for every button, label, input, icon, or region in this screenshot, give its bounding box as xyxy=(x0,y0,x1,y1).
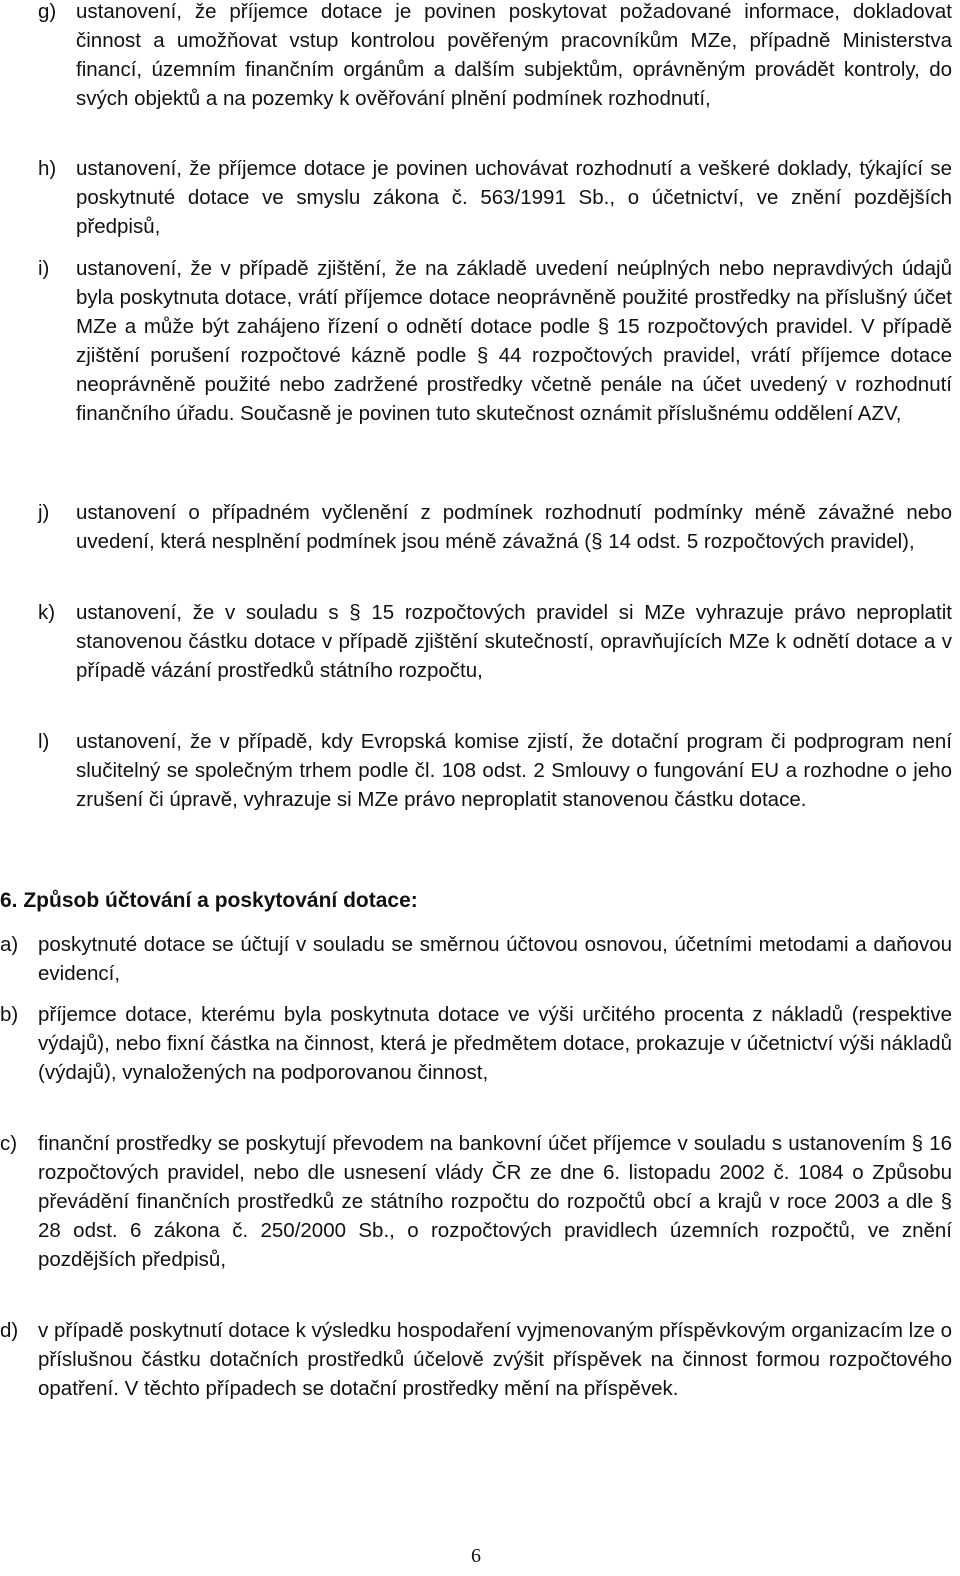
item-label: j) xyxy=(38,501,50,524)
list-item-b xyxy=(0,1001,952,1088)
item-label: k) xyxy=(38,601,56,624)
item-text: finanční prostředky se poskytují převodem na bankovní účet příjemce v souladu s ustanovením § 16 rozpočtových pravidel, nebo dle usnesení vlády ČR ze dne 6. listopadu 2002 č. 1084 o Způsobu převádění finančních prostředků ze státního rozpočtu do rozpočtů obcí a krajů v roce 2003 a dle § 28 odst. 6 zákona č. 250/2000 Sb., o rozpočtových pravidlech územních rozpočtů, ve znění pozdějších předpisů, xyxy=(38,1132,952,1271)
item-text: poskytnuté dotace se účtují v souladu se směrnou účtovou osnovou, účetními metodami a daňovou evidencí, xyxy=(38,933,952,985)
section-heading: 6. Způsob účtování a poskytování dotace: xyxy=(0,889,418,912)
list-item-d xyxy=(0,1317,952,1404)
item-label: b) xyxy=(0,1003,19,1026)
item-text: ustanovení, že v případě, kdy Evropská komise zjistí, že dotační program či podprogram není slučitelný se společným trhem podle čl. 108 odst. 2 Smlouvy o fungování EU a rozhodne o jeho zrušení či úpravě, vyhrazuje si MZe právo neproplatit stanovenou částku dotace. xyxy=(76,730,952,811)
item-text: příjemce dotace, kterému byla poskytnuta dotace ve výši určitého procenta z nákladů (respektive výdajů), nebo fixní částka na činnost, která je předmětem dotace, prokazuje v účetnictví výši nákladů (výdajů), vynaložených na podporovanou činnost, xyxy=(38,1003,952,1084)
item-label: l) xyxy=(38,730,50,753)
list-item-j xyxy=(38,499,952,557)
page-number: 6 xyxy=(471,1545,481,1567)
list-item-h xyxy=(38,155,952,242)
item-text: ustanovení, že příjemce dotace je povinen poskytovat požadované informace, dokladovat činnost a umožňovat vstup kontrolou pověřeným pracovníkům MZe, případně Ministerstva financí, územním finančním orgánům a dalším subjektům, oprávněným provádět kontroly, do svých objektů a na pozemky k ověřování plnění podmínek rozhodnutí, xyxy=(76,0,952,110)
list-item-k xyxy=(38,599,952,686)
item-label: a) xyxy=(0,933,19,956)
item-label: h) xyxy=(38,157,57,180)
item-label: c) xyxy=(0,1132,18,1155)
list-item-c xyxy=(0,1130,952,1275)
list-item-g xyxy=(38,0,952,114)
item-text: ustanovení, že v případě zjištění, že na základě uvedení neúplných nebo nepravdivých údajů byla poskytnuta dotace, vrátí příjemce dotace neoprávněně použité prostředky na příslušný účet MZe a může být zahájeno řízení o odnětí dotace podle § 15 rozpočtových pravidel. V případě zjištění porušení rozpočtové kázně podle § 44 rozpočtových pravidel, vrátí příjemce dotace neoprávněně použité nebo zadržené prostředky včetně penále na účet uvedený v rozhodnutí finančního úřadu. Současně je povinen tuto skutečnost oznámit příslušnému oddělení AZV, xyxy=(76,257,952,425)
list-item-l xyxy=(38,728,952,815)
item-label: i) xyxy=(38,257,50,280)
item-text: ustanovení, že příjemce dotace je povinen uchovávat rozhodnutí a veškeré doklady, týkající se poskytnuté dotace ve smyslu zákona č. 563/1991 Sb., o účetnictví, ve znění pozdějších předpisů, xyxy=(76,157,952,238)
item-text: v případě poskytnutí dotace k výsledku hospodaření vyjmenovaným příspěvkovým organizacím lze o příslušnou částku dotačních prostředků účelově zvýšit příspěvek na činnost formou rozpočtového opatření. V těchto případech se dotační prostředky mění na příspěvek. xyxy=(38,1319,952,1400)
item-label: g) xyxy=(38,0,57,23)
item-text: ustanovení o případném vyčlenění z podmínek rozhodnutí podmínky méně závažné nebo uvedení, která nesplnění podmínek jsou méně závažná (§ 14 odst. 5 rozpočtových pravidel), xyxy=(76,501,952,553)
item-text: ustanovení, že v souladu s § 15 rozpočtových pravidel si MZe vyhrazuje právo neproplatit stanovenou částku dotace v případě zjištění skutečností, opravňujících MZe k odnětí dotace a v případě vázání prostředků státního rozpočtu, xyxy=(76,601,952,682)
list-item-a xyxy=(0,931,952,989)
item-label: d) xyxy=(0,1319,19,1342)
list-item-i xyxy=(38,255,952,428)
